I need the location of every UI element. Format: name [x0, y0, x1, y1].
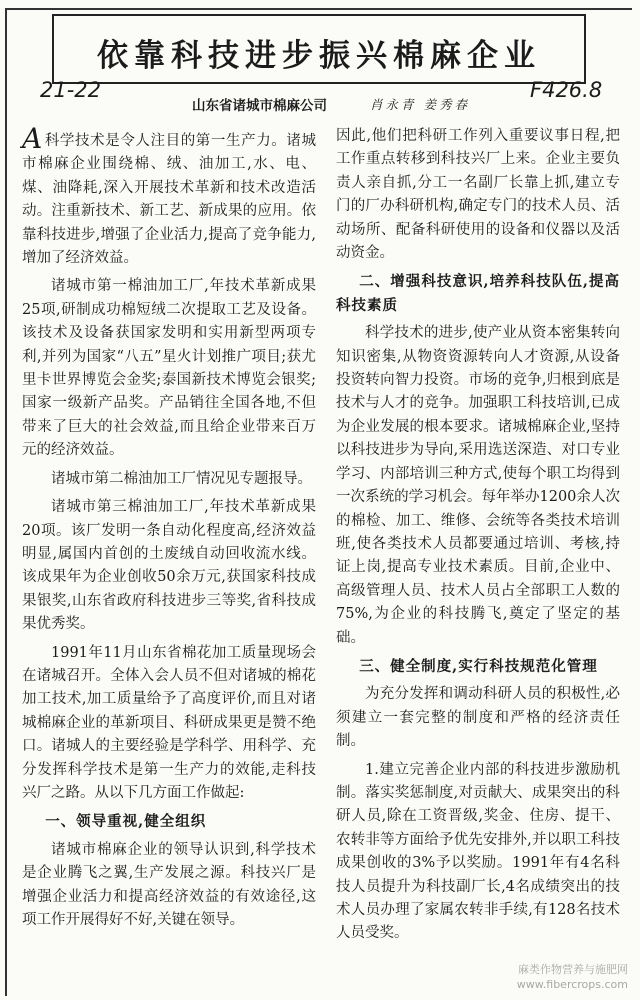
page-border-top	[5, 8, 632, 10]
left-text-column	[22, 122, 316, 937]
paragraph-conference: 1991年11月山东省棉花加工质量现场会在诸城召开。全体入会人员不但对诸城的棉花加工技术,加工质量给予了高度评价,而且对诸城棉麻企业的革新项目、科研成果更是赞不绝口。诸城人的主要经验是学科学、用科学、充分发挥科学技术是第一生产力的效能,走科技兴厂之路。从以下几方面工作做起:	[22, 644, 316, 801]
paragraph-training: 科学技术的进步,使产业从资本密集转向知识密集,从物资资源转向人才资源,从设备投资转向智力投资。市场的竞争,归根到底是技术与人才的竞争。加强职工科技培训,已成为企业发展的根本要求。诸城棉麻企业,坚持以科技进步为导向,采用选送深造、对口专业学习、内部培训三种方式,使每个职工均得到一次系统的学习机会。每年举办1200余人次的棉检、加工、维修、会统等各类技术培训班,使各类技术人员都要通过培训、考核,持证上岗,提高专业技术素质。目前,企业中、高级管理人员、技术人员占全部职工人数的75%,为企业的科技腾飞,奠定了坚定的基础。	[336, 325, 620, 646]
paragraph-incentive: 1.建立完善企业内部的科技进步激励机制。落实奖惩制度,对贡献大、成果突出的科研人员,除在工资晋级,奖金、住房、提干、农转非等方面给予优先安排外,并以职工科技成果创收的3%予以奖励。1991年有4名科技人员提升为科技副厂长,4名成绩突出的技术人员办理了家属农转非手续,有128名技术人员受奖。	[336, 761, 620, 942]
intro-paragraph	[22, 122, 316, 270]
author-names: 肖永青 姜秀春	[370, 97, 470, 112]
paragraph-system: 为充分发挥和调动科研人员的积极性,必须建立一套完整的制度和严格的经济责任制。	[336, 686, 620, 750]
section-heading-1: 一、领导重视,健全组织	[45, 813, 207, 831]
paragraph-continued: 因此,他们把科研工作列入重要议事日程,把工作重点转移到科技兴厂上来。企业主要负责人亲自抓,分工一名副厂长靠上抓,建立专门的厂办科研机构,确定专门的技术人员、活动场所、配备科研使用的设备和仪器以及活动资金。	[336, 128, 620, 262]
article-title: 依靠科技进步振兴棉麻企业	[97, 38, 541, 74]
paragraph-leadership: 诸城市棉麻企业的领导认识到,科学技术是企业腾飞之翼,生产发展之源。科技兴厂是增强企业活力和提高经济效益的有效途径,这项工作开展得好不好,关键在领导。	[22, 841, 316, 928]
watermark-line-2: www.fibercrops.com	[516, 978, 628, 991]
intro-text: 科学技术是令人注目的第一生产力。诸城市棉麻企业围绕棉、绒、油加工,水、电、煤、油降耗,深入开展技术革新和技术改造活动。注重新技术、新工艺、新成果的应用。依靠科技进步,增强了企业活力,提高了竞争能力,增加了经济效益。	[22, 133, 316, 267]
right-text-column	[336, 125, 620, 951]
section-heading-3: 三、健全制度,实行科技规范化管理	[359, 657, 598, 675]
site-watermark	[517, 962, 628, 992]
page-border-left	[5, 8, 7, 996]
title-box	[52, 14, 586, 84]
section-heading-2: 二、增强科技意识,培养科技队伍,提高科技素质	[336, 273, 620, 314]
author-affiliation: 山东省诸城市棉麻公司	[192, 98, 327, 114]
paragraph-factory-2: 诸城市第二棉油加工厂情况见专题报导。	[51, 470, 312, 487]
handwritten-page-note: 21-22	[40, 78, 102, 102]
paragraph-factory-1: 诸城市第一棉油加工厂,年技术革新成果25项,研制成功棉短绒二次提取工艺及设备。该技术及设备获国家发明和实用新型两项专利,并列为国家“八五”星火计划推广项目;获尤里卡世界博览会金奖;泰国新技术博览会银奖;国家一级新产品奖。产品销往全国各地,不但带来了巨大的社会效益,而且给企业带来百万元的经济效益。	[22, 278, 316, 459]
drop-cap: A	[22, 122, 43, 155]
handwritten-classification: F426.8	[530, 78, 603, 102]
paragraph-factory-3: 诸城市第三棉油加工厂,年技术革新成果20项。该厂发明一条自动化程度高,经济效益明显,属国内首创的土废绒自动回收流水线。该成果年为企业创收50余万元,获国家科技成果银奖,山东省政府科技进步三等奖,省科技成果优秀奖。	[22, 499, 316, 633]
watermark-line-1: 麻类作物营养与施肥网	[518, 963, 628, 976]
